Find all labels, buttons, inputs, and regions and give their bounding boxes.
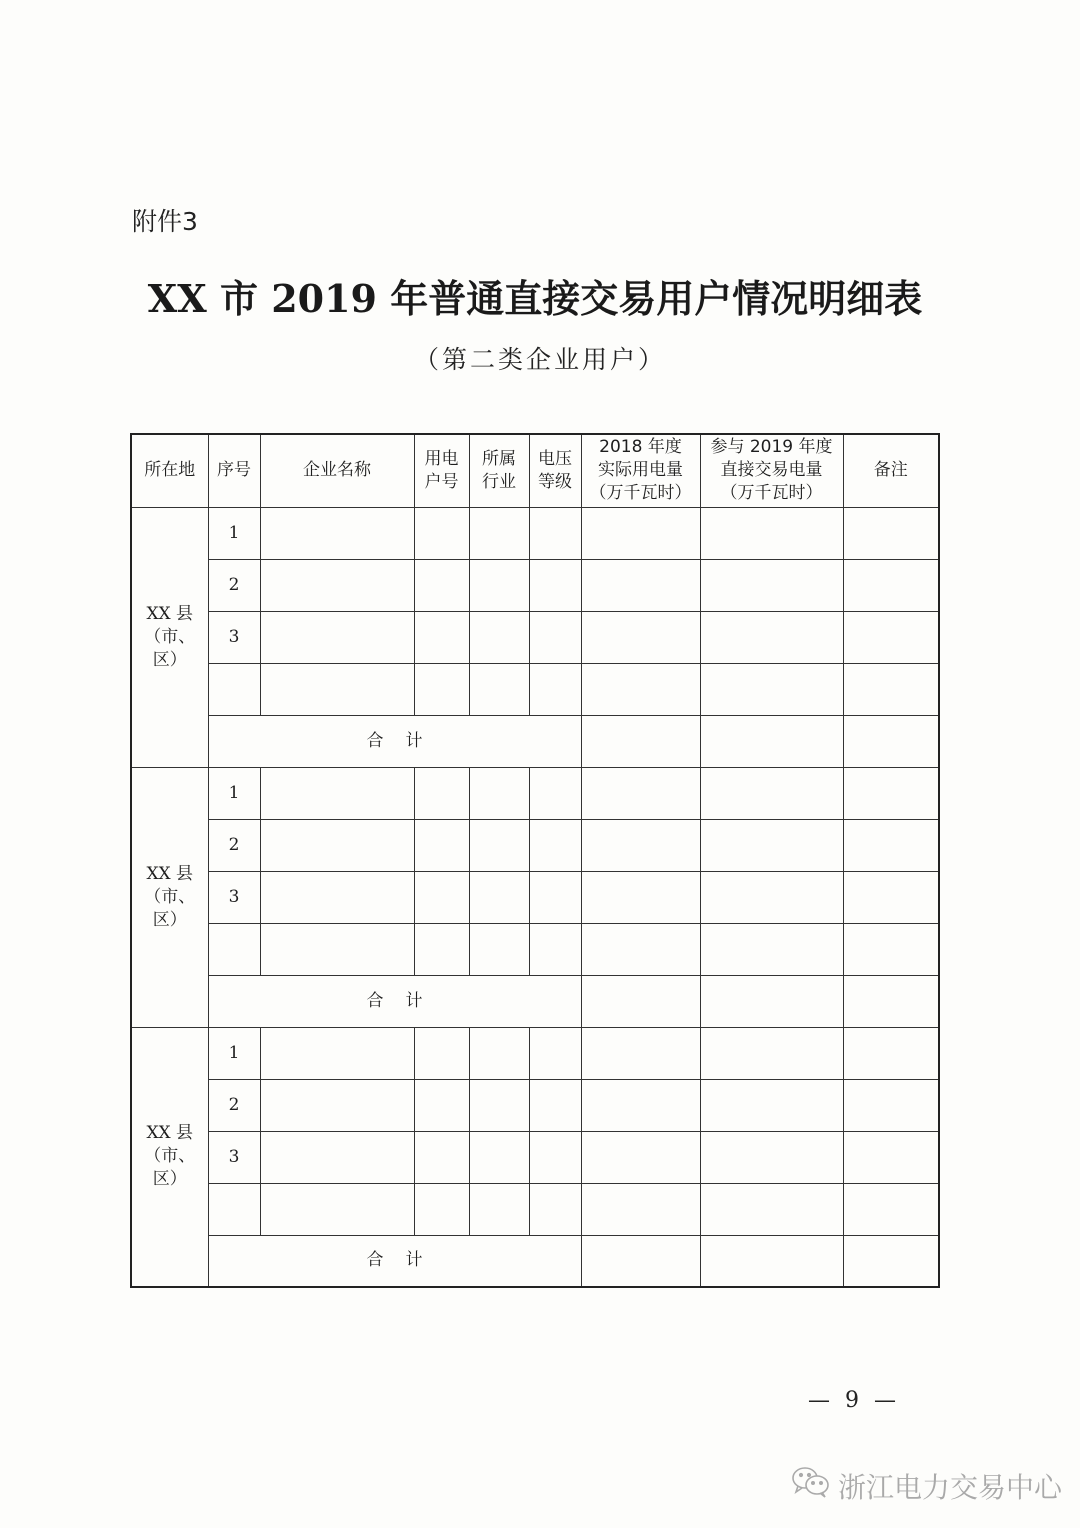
- location-cell: XX 县 （市、 区）: [131, 507, 208, 767]
- table-row: [131, 1183, 939, 1235]
- seq-cell: 2: [208, 1079, 260, 1131]
- watermark: [790, 1465, 1062, 1506]
- seq-cell: [208, 923, 260, 975]
- total-label: 合计: [208, 715, 581, 767]
- header-account: 用电 户号: [414, 434, 469, 507]
- table-row: [131, 767, 939, 819]
- page-number: — 9 —: [808, 1388, 900, 1413]
- total-row: [131, 1235, 939, 1287]
- table-row: [131, 1079, 939, 1131]
- header-company: 企业名称: [260, 434, 414, 507]
- seq-cell: 2: [208, 559, 260, 611]
- document-title: XX 市 2019 年普通直接交易用户情况明细表: [147, 276, 923, 321]
- header-industry: 所属 行业: [469, 434, 529, 507]
- seq-cell: 1: [208, 767, 260, 819]
- seq-cell: 3: [208, 871, 260, 923]
- total-row: [131, 715, 939, 767]
- user-detail-table: [130, 433, 940, 1288]
- table-row: [131, 923, 939, 975]
- location-cell: XX 县 （市、 区）: [131, 1027, 208, 1287]
- document-subtitle: （第二类企业用户）: [413, 345, 666, 374]
- total-label: 合计: [208, 1235, 581, 1287]
- table-row: [131, 819, 939, 871]
- header-voltage: 电压 等级: [529, 434, 581, 507]
- header-actual-usage: 2018 年度 实际用电量 （万千瓦时）: [581, 434, 700, 507]
- seq-cell: [208, 663, 260, 715]
- table-row: [131, 1131, 939, 1183]
- table-row: [131, 871, 939, 923]
- seq-cell: 1: [208, 507, 260, 559]
- table-row: [131, 1027, 939, 1079]
- header-direct-trade: 参与 2019 年度 直接交易电量 （万千瓦时）: [700, 434, 843, 507]
- wechat-icon: [790, 1465, 832, 1506]
- header-remarks: 备注: [843, 434, 939, 507]
- watermark-text: 浙江电力交易中心: [838, 1470, 1063, 1504]
- table-row: [131, 663, 939, 715]
- location-cell: XX 县 （市、 区）: [131, 767, 208, 1027]
- seq-cell: 1: [208, 1027, 260, 1079]
- header-row: [131, 434, 939, 507]
- seq-cell: [208, 1183, 260, 1235]
- header-location: 所在地: [131, 434, 208, 507]
- total-row: [131, 975, 939, 1027]
- seq-cell: 3: [208, 1131, 260, 1183]
- seq-cell: 2: [208, 819, 260, 871]
- attachment-label: 附件3: [132, 207, 198, 236]
- seq-cell: 3: [208, 611, 260, 663]
- table-row: [131, 507, 939, 559]
- header-seq: 序号: [208, 434, 260, 507]
- total-label: 合计: [208, 975, 581, 1027]
- table-row: [131, 559, 939, 611]
- table-row: [131, 611, 939, 663]
